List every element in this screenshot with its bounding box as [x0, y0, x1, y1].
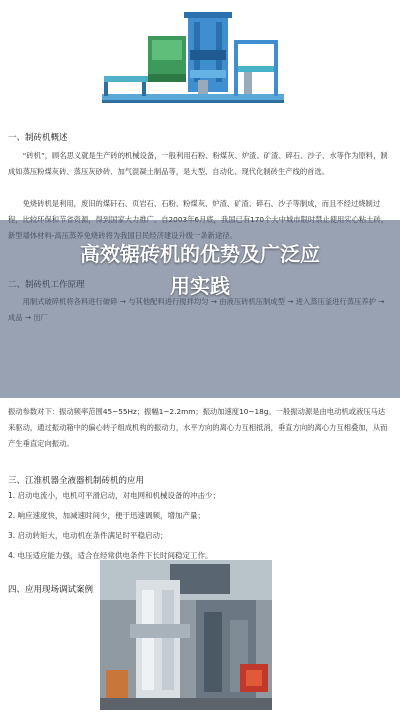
- brick-machine-image-top: [98, 10, 288, 120]
- article-title-line-2: 用实践: [170, 274, 230, 298]
- section-1-paragraph-2: 免烧砖机是利用，废旧的煤矸石、页岩石、石粉、粉煤灰、炉渣、矿渣、碎石、沙子等制成，而且不经过烧制过: [22, 199, 381, 208]
- section-3-heading: 三、江淮机器全液器机制砖机的应用: [8, 476, 145, 486]
- article-title-overlay: [0, 238, 400, 302]
- article-title-line-1: 高效锯砖机的优势及广泛应: [80, 242, 320, 266]
- section-4-heading: 四、应用现场调试案例: [8, 585, 94, 595]
- brick-machine-photo-bottom: [100, 560, 272, 710]
- list-item: 1. 启动电流小，电机可平滑启动，对电网和机械设备的冲击少；: [8, 491, 221, 500]
- list-item: 2. 响应速度快，加减速时间少，便于迅速调频，增加产量；: [8, 511, 206, 520]
- section-1-heading: 一、制砖机概述: [8, 133, 68, 143]
- section-1-paragraph-1: “砖机”，顾名思义就是生产砖的机械设备，一般利用石粉、粉煤灰、炉渣、矿渣、碎石、沙子、水等作为原料，制成如蒸压粉煤灰砖、蒸压灰砂砖、加气混凝土制品等，是大型、自动化、现代化制砖生产线的首选。: [8, 151, 388, 176]
- list-item: 3. 启动转矩大，电动机在条件满足时平稳启动；: [8, 531, 168, 540]
- list-item: 4. 电压适应能力强，适合在经常供电条件下长时间稳定工作。: [8, 551, 213, 560]
- section-3-list: [8, 486, 392, 566]
- section-2-paragraph-2: 振动参数对下：振动频率范围45~55Hz；振幅1~2.2mm；振动加速度10~18g。一般振动源是由电动机或液压马达来驱动，通过振动箱中的偏心转子组成机构的振动力，水平方向的离心力互相抵消，垂直方向的离心力互相叠加，从而产生垂直定向振动。: [8, 407, 388, 448]
